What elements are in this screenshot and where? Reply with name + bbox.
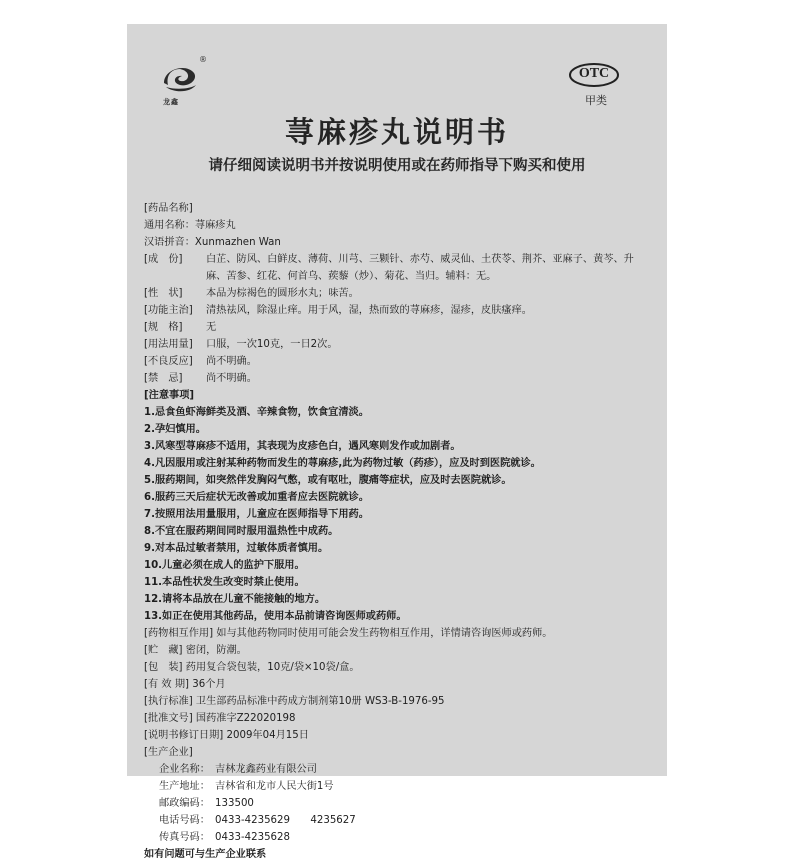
field-contraindications <box>144 370 649 387</box>
info-storage: [贮 藏] 密闭，防潮。 <box>144 645 247 656</box>
manufacturer-name: 企业名称： 吉林龙鑫药业有限公司 <box>159 764 317 775</box>
brand-name: 龙鑫 <box>163 98 179 106</box>
manufacturer-address: 生产地址： 吉林省和龙市人民大街1号 <box>159 781 334 792</box>
precaution-item: 6.服药三天后症状无改善或加重者应去医院就诊。 <box>144 492 369 503</box>
registered-mark: ® <box>199 55 207 64</box>
field-value: 尚不明确。 <box>206 356 257 367</box>
info-packaging: [包 装] 药用复合袋包装，10克/袋×10袋/盒。 <box>144 662 360 673</box>
precaution-item: 9.对本品过敏者禁用，过敏体质者慎用。 <box>144 543 329 554</box>
section-header-manufacturer: [生产企业] <box>144 747 193 758</box>
field-label: [规 格] <box>144 322 183 333</box>
document-subtitle: 请仔细阅读说明书并按说明使用或在药师指导下购买和使用 <box>208 158 586 174</box>
field-value: 白芷、防风、白鲜皮、薄荷、川芎、三颗针、赤芍、威灵仙、土茯苓、荆芥、亚麻子、黄芩、升麻、苦参、红花、何首乌、蒺藜（炒）、菊花、当归。辅料：无。 <box>206 254 634 282</box>
precaution-item: 3.风寒型荨麻疹不适用，其表现为皮疹色白，遇风寒则发作或加剧者。 <box>144 441 461 452</box>
otc-class: 甲类 <box>585 94 607 107</box>
manufacturer-fax: 传真号码： 0433-4235628 <box>159 832 290 843</box>
field-label: [用法用量] <box>144 339 193 350</box>
info-revision-date: [说明书修订日期] 2009年04月15日 <box>144 730 309 741</box>
precaution-item: 10.儿童必须在成人的监护下服用。 <box>144 560 305 571</box>
otc-label: OTC <box>578 66 610 81</box>
precaution-item: 13.如正在使用其他药品，使用本品前请咨询医师或药师。 <box>144 611 407 622</box>
manufacturer-phone: 电话号码： 0433-4235629 4235627 <box>159 815 356 826</box>
section-header-precautions: [注意事项] <box>144 390 195 401</box>
field-indications <box>144 302 649 319</box>
field-adverse-reactions <box>144 353 649 370</box>
info-approval-number: [批准文号] 国药准字Z22020198 <box>144 713 296 724</box>
otc-badge <box>568 62 620 88</box>
leaflet-content <box>144 200 649 863</box>
field-value: 无 <box>206 322 217 333</box>
field-ingredients <box>144 251 649 285</box>
section-header-drug-name: [药品名称] <box>144 203 193 214</box>
field-specification <box>144 319 649 336</box>
precaution-item: 2.孕妇慎用。 <box>144 424 206 435</box>
field-label: [性 状] <box>144 288 183 299</box>
leaflet-sheet <box>127 24 667 860</box>
precaution-item: 4.凡因服用或注射某种药物而发生的荨麻疹,此为药物过敏（药疹），应及时到医院就诊。 <box>144 458 541 469</box>
field-label: [不良反应] <box>144 356 193 367</box>
common-name: 通用名称：荨麻疹丸 <box>144 220 236 231</box>
company-logo <box>160 57 200 95</box>
precaution-item: 12.请将本品放在儿童不能接触的地方。 <box>144 594 326 605</box>
info-shelf-life: [有 效 期] 36个月 <box>144 679 226 690</box>
precaution-item: 1.忌食鱼虾海鲜类及酒、辛辣食物，饮食宜清淡。 <box>144 407 369 418</box>
field-value: 口服，一次10克，一日2次。 <box>206 339 338 350</box>
field-value: 清热祛风，除湿止痒。用于风，湿，热而致的荨麻疹，湿疹，皮肤瘙痒。 <box>206 305 532 316</box>
field-dosage <box>144 336 649 353</box>
field-label: [成 份] <box>144 254 183 265</box>
manufacturer-postcode: 邮政编码： 133500 <box>159 798 254 809</box>
info-drug-interactions: [药物相互作用] 如与其他药物同时使用可能会发生药物相互作用，详情请咨询医师或药师。 <box>144 628 553 639</box>
field-value: 尚不明确。 <box>206 373 257 384</box>
field-appearance <box>144 285 649 302</box>
precaution-item: 5.服药期间，如突然伴发胸闷气憋，或有呕吐，腹痛等症状，应及时去医院就诊。 <box>144 475 512 486</box>
info-standard: [执行标准] 卫生部药品标准中药成方制剂第10册 WS3-B-1976-95 <box>144 696 445 707</box>
precaution-item: 11.本品性状发生改变时禁止使用。 <box>144 577 305 588</box>
precaution-item: 8.不宜在服药期间同时服用温热性中成药。 <box>144 526 339 537</box>
field-label: [禁 忌] <box>144 373 183 384</box>
contact-note: 如有问题可与生产企业联系 <box>144 849 267 860</box>
document-title: 荨麻疹丸说明书 <box>284 115 509 149</box>
field-value: 本品为棕褐色的圆形水丸；味苦。 <box>206 288 359 299</box>
field-label: [功能主治] <box>144 305 193 316</box>
dragon-logo-icon <box>160 57 200 95</box>
precaution-item: 7.按照用法用量服用，儿童应在医师指导下用药。 <box>144 509 369 520</box>
pinyin-name: 汉语拼音：Xunmazhen Wan <box>144 237 281 248</box>
